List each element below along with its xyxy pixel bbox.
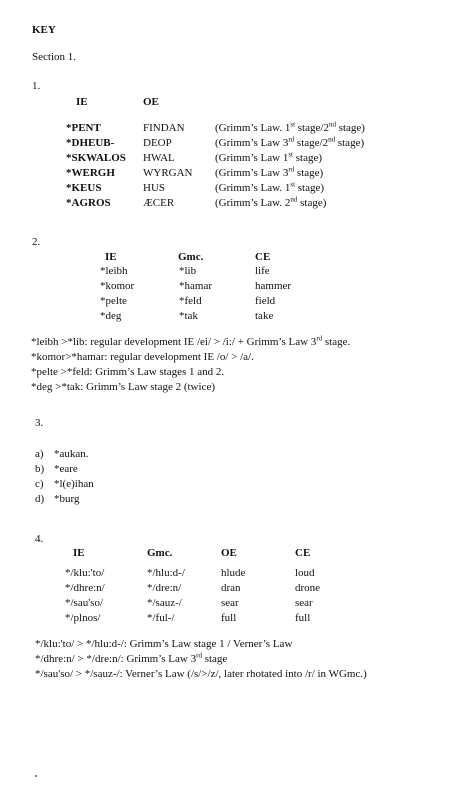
q2-cell: *komor <box>100 280 135 292</box>
note-line <box>31 335 350 349</box>
note-part: stage) <box>293 152 323 164</box>
question-4-number: 4. <box>35 533 44 545</box>
q3-item-text: *eare <box>54 463 78 475</box>
q2-cell: *feld <box>179 295 202 307</box>
q1-oe-form: HUS <box>143 182 166 194</box>
q1-header-ie: IE <box>76 96 88 108</box>
q1-ie-form: *DHEUB- <box>66 137 115 149</box>
q1-oe-form: WYRGAN <box>143 167 193 179</box>
q2-cell: field <box>255 295 276 307</box>
note-part: (Grimm’s Law 3 <box>215 167 289 179</box>
note-superscript: st <box>288 150 293 159</box>
note-superscript: rd <box>288 165 295 174</box>
note-text-end: stage. <box>322 336 351 348</box>
q4-cell: */sau'so/ <box>65 597 104 609</box>
q3-item-letter: b) <box>35 463 45 475</box>
note-part: (Grimm’s Law 1 <box>215 152 289 164</box>
q2-cell: take <box>255 310 274 322</box>
q3-item-text: *aukan. <box>54 448 89 460</box>
q2-cell: *hamar <box>179 280 212 292</box>
note-part: (Grimm’s Law. 2 <box>215 197 291 209</box>
q1-note <box>215 196 326 210</box>
note-part: (Grimm’s Law. 1 <box>215 122 291 134</box>
q1-ie-form: *KEUS <box>66 182 102 194</box>
note-line <box>31 380 215 394</box>
q4-cell: */dhre:n/ <box>65 582 105 594</box>
q1-oe-form: ÆCER <box>143 197 175 209</box>
q1-oe-form: FINDAN <box>143 122 185 134</box>
q2-header-ce: CE <box>255 251 271 263</box>
page-title: KEY <box>32 24 56 36</box>
note-text: *leibh >*lib: regular development IE /ei/ > /i:/ + Grimm’s Law 3 <box>31 336 317 348</box>
note-part: (Grimm’s Law 3 <box>215 137 289 149</box>
note-text: *pelte >*feld: Grimm’s Law stages 1 and 2. <box>31 366 225 378</box>
q1-note <box>215 136 364 150</box>
note-line <box>31 350 254 364</box>
note-part: stage/2 <box>294 137 329 149</box>
q4-cell: hlude <box>221 567 246 579</box>
q2-header-gmc: Gmc. <box>178 251 204 263</box>
note-superscript: rd <box>316 334 323 343</box>
note-text: */dhre:n/ > */dre:n/: Grimm’s Law 3 <box>35 653 197 665</box>
q1-oe-form: DEOP <box>143 137 172 149</box>
section-heading: Section 1. <box>32 51 76 63</box>
q2-cell: *pelte <box>100 295 127 307</box>
note-line <box>35 667 367 681</box>
q3-item-text: *l(e)ihan <box>54 478 94 490</box>
note-superscript: st <box>290 180 296 189</box>
q2-cell: *tak <box>179 310 198 322</box>
note-line <box>35 637 292 651</box>
q4-header-ie: IE <box>73 547 85 559</box>
q2-cell: *deg <box>100 310 122 322</box>
q3-item-text: *burg <box>54 493 80 505</box>
q1-note <box>215 181 324 195</box>
q4-header-ce: CE <box>295 547 311 559</box>
note-part: (Grimm’s Law. 1 <box>215 182 291 194</box>
stray-mark <box>35 775 37 777</box>
q1-ie-form: *WERGH <box>66 167 115 179</box>
note-superscript: nd <box>328 120 336 129</box>
q1-ie-form: *PENT <box>66 122 101 134</box>
question-3-number: 3. <box>35 417 44 429</box>
note-superscript: st <box>290 120 296 129</box>
q4-cell: */dre:n/ <box>147 582 182 594</box>
q1-header-oe: OE <box>143 96 159 108</box>
note-text: *komor>*hamar: regular development IE /o/ > /a/. <box>31 351 254 363</box>
q4-cell: sear <box>295 597 313 609</box>
q1-note <box>215 166 323 180</box>
q2-cell: hammer <box>255 280 292 292</box>
note-part: stage) <box>335 137 365 149</box>
q4-cell: drone <box>295 582 321 594</box>
note-part: stage) <box>294 167 324 179</box>
q3-item-letter: c) <box>35 478 44 490</box>
q2-header-ie: IE <box>105 251 117 263</box>
q4-cell: */sauz-/ <box>147 597 182 609</box>
q3-item-letter: a) <box>35 448 44 460</box>
q4-cell: */klu:'to/ <box>65 567 105 579</box>
q4-header-gmc: Gmc. <box>147 547 173 559</box>
q4-cell: sear <box>221 597 239 609</box>
q2-cell: *lib <box>179 265 197 277</box>
note-superscript: nd <box>328 135 336 144</box>
q4-cell: */plnos/ <box>65 612 101 624</box>
note-text: *deg >*tak: Grimm’s Law stage 2 (twice) <box>31 381 215 393</box>
q4-cell: */hlu:d-/ <box>147 567 185 579</box>
q4-cell: full <box>295 612 311 624</box>
note-part: stage) <box>297 197 327 209</box>
note-line <box>31 365 224 379</box>
question-1-number: 1. <box>32 80 41 92</box>
note-part: stage) <box>295 182 325 194</box>
q2-cell: *leibh <box>100 265 128 277</box>
q1-note <box>215 121 365 135</box>
note-text: */sau'so/ > */sauz-/: Verner’s Law (/s/>/z/, later rhotated into /r/ in WGmc.) <box>35 668 367 680</box>
q4-cell: dran <box>221 582 241 594</box>
q4-cell: full <box>221 612 237 624</box>
question-2-number: 2. <box>32 236 41 248</box>
note-line <box>35 652 227 666</box>
q1-note <box>215 151 322 165</box>
q4-header-oe: OE <box>221 547 237 559</box>
note-text: */klu:'to/ > */hlu:d-/: Grimm’s Law stage 1 / Verner’s Law <box>35 638 293 650</box>
q1-ie-form: *SKWALOS <box>66 152 126 164</box>
q4-cell: loud <box>295 567 315 579</box>
note-superscript: rd <box>196 651 202 660</box>
note-part: stage/2 <box>295 122 329 134</box>
note-superscript: nd <box>290 195 298 204</box>
q4-cell: */ful-/ <box>147 612 175 624</box>
note-part: stage) <box>335 122 365 134</box>
q1-ie-form: *AGROS <box>66 197 111 209</box>
q2-cell: life <box>255 265 270 277</box>
note-text-end: stage <box>201 653 228 665</box>
q1-oe-form: HWAL <box>143 152 175 164</box>
q3-item-letter: d) <box>35 493 45 505</box>
note-superscript: rd <box>288 135 295 144</box>
